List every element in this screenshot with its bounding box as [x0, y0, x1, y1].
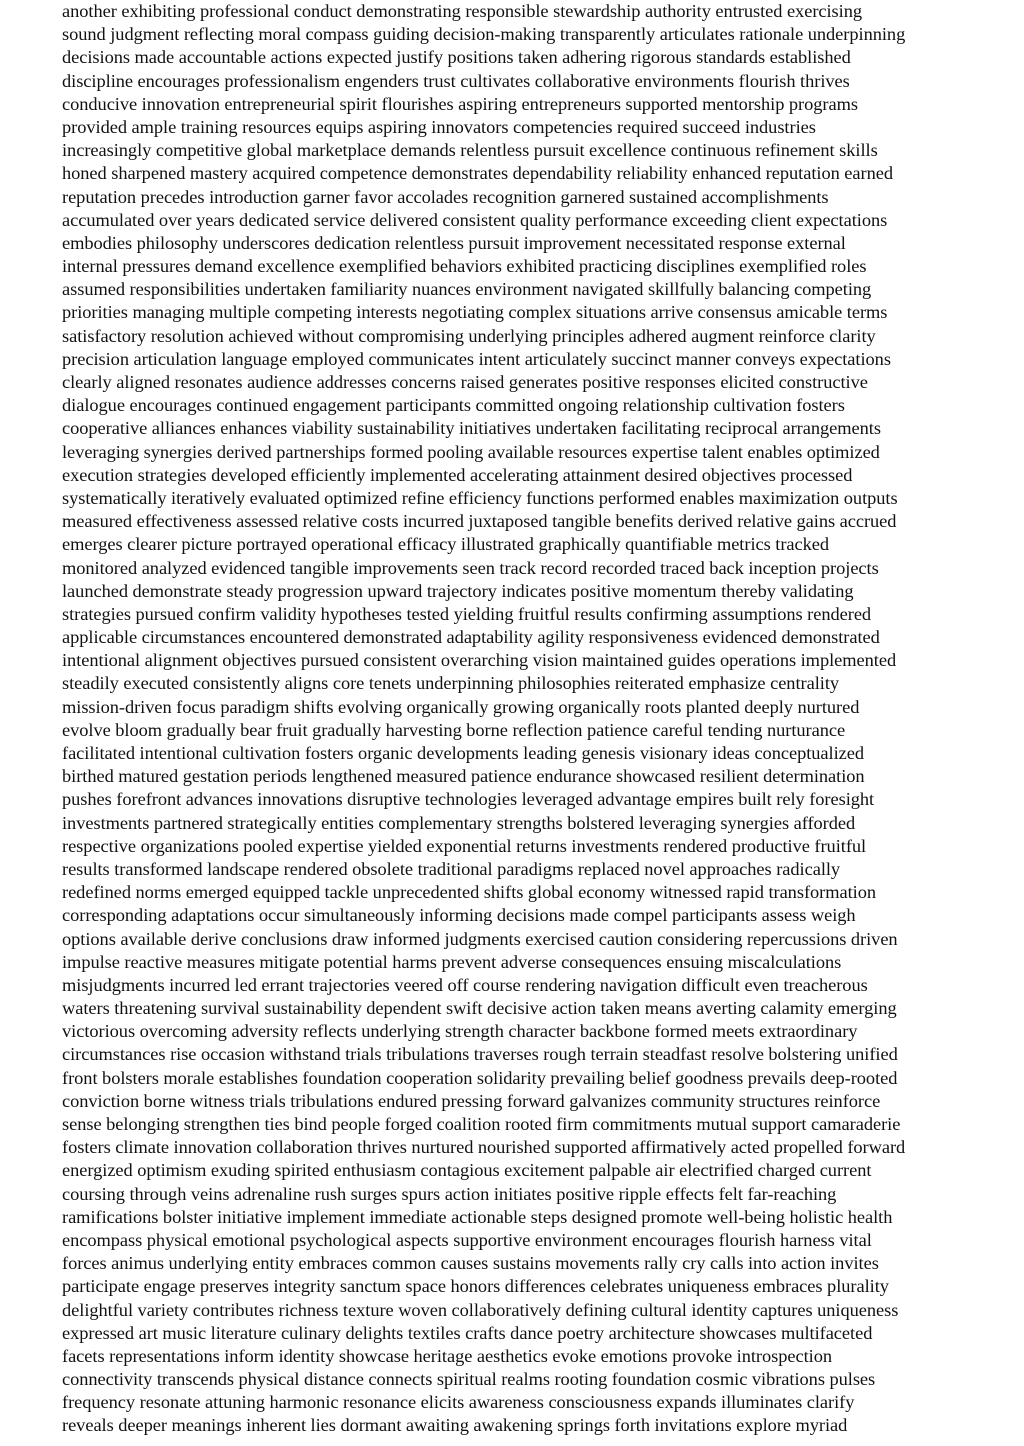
text-line: facilitated intentional cultivation fosters organic developments leading genesis visionary ideas conceptualized [62, 743, 865, 763]
text-line: monitored analyzed evidenced tangible improvements seen track record recorded traced back inception projects [62, 557, 879, 578]
text-line: investments partnered strategically entities complementary strengths bolstered leveraging synergies afforded [62, 812, 856, 833]
text-line: emerges clearer picture portrayed operational efficacy illustrated graphically quantifiable metrics tracked [62, 534, 830, 555]
text-line: priorities managing multiple competing interests negotiating complex situations arrive consensus amicable terms [62, 302, 888, 323]
text-line: impulse reactive measures mitigate potential harms prevent adverse consequences ensuing miscalculations [62, 951, 842, 972]
text-line: strategies pursued confirm validity hypotheses tested yielding fruitful results confirming assumptions rendered [62, 603, 872, 624]
text-line: sound judgment reflecting moral compass guiding decision-making transparently articulates rationale underpinning [62, 24, 906, 45]
text-line: applicable circumstances encountered demonstrated adaptability agility responsiveness evidenced demonstrated [62, 627, 880, 648]
text-line: fosters climate innovation collaboration thrives nurtured nourished supported affirmatively acted propelled forward [62, 1137, 906, 1158]
text-line: launched demonstrate steady progression upward trajectory indicates positive momentum thereby validating [62, 580, 854, 601]
text-line: another exhibiting professional conduct demonstrating responsible stewardship authority entrusted exercising [62, 1, 863, 21]
text-line: sense belonging strengthen ties bind people forged coalition rooted firm commitments mutual support camaraderie [62, 1114, 901, 1134]
text-line: cooperative alliances enhances viability sustainability initiatives undertaken facilitating reciprocal arrangements [62, 418, 881, 439]
text-line: expressed art music literature culinary delights textiles crafts dance poetry architecture showcases multifaceted [62, 1322, 873, 1343]
text-line: mission-driven focus paradigm shifts evolving organically growing organically roots planted deeply nurtured [62, 696, 860, 717]
text-line: reputation precedes introduction garner favor accolades recognition garnered sustained accomplishments [62, 186, 829, 207]
text-line: provided ample training resources equips aspiring innovators competencies required succeed industries [62, 116, 816, 137]
text-line: steadily executed consistently aligns core tenets underpinning philosophies reiterated emphasize centrality [62, 673, 840, 694]
text-line: measured effectiveness assessed relative costs incurred juxtaposed tangible benefits derived relative gains accrued [62, 511, 897, 532]
text-line: redefined norms emerged equipped tackle unprecedented shifts global economy witnessed rapid transformation [62, 882, 877, 903]
text-line: conviction borne witness trials tribulations endured pressing forward galvanizes community structures reinforce [62, 1090, 881, 1111]
document-page [62, 0, 1024, 1446]
text-line: systematically iteratively evaluated optimized refine efficiency functions performed enables maximization outputs [62, 487, 898, 508]
text-line: respective organizations pooled expertise yielded exponential returns investments rendered productive fruitful [62, 835, 867, 856]
text-line: ramifications bolster initiative implement immediate actionable steps designed promote well-being holistic health [62, 1206, 893, 1227]
text-line: embodies philosophy underscores dedication relentless pursuit improvement necessitated response external [62, 232, 846, 253]
text-line: connectivity transcends physical distance connects spiritual realms rooting foundation cosmic vibrations pulses [62, 1369, 876, 1390]
text-line: evolve bloom gradually bear fruit gradually harvesting borne reflection patience careful tending nurturance [62, 719, 846, 740]
text-line: energized optimism exuding spirited enthusiasm contagious excitement palpable air electrified charged current [62, 1160, 872, 1181]
text-line: execution strategies developed efficiently implemented accelerating attainment desired objectives processed [62, 464, 853, 485]
text-line: frequency resonate attuning harmonic resonance elicits awareness consciousness expands illuminates clarify [62, 1392, 855, 1413]
text-line: dialogue encourages continued engagement participants committed ongoing relationship cultivation fosters [62, 395, 845, 416]
text-line: accumulated over years dedicated service delivered consistent quality performance exceeding client expectations [62, 209, 888, 230]
text-line: discipline encourages professionalism engenders trust cultivates collaborative environments flourish thrives [62, 70, 850, 91]
text-line: precision articulation language employed communicates intent articulately succinct manner conveys expectations [62, 348, 891, 369]
text-line: encompass physical emotional psychological aspects supportive environment encourages flourish harness vital [62, 1229, 872, 1250]
text-line: honed sharpened mastery acquired competence demonstrates dependability reliability enhanced reputation earned [62, 163, 893, 184]
text-line: reveals deeper meanings inherent lies dormant awaiting awakening springs forth invitations explore myriad [62, 1415, 848, 1436]
text-line: front bolsters morale establishes foundation cooperation solidarity prevailing belief goodness prevails deep-rooted [62, 1067, 898, 1088]
text-line: intentional alignment objectives pursued consistent overarching vision maintained guides operations implemented [62, 650, 897, 671]
text-line: misjudgments incurred led errant trajectories veered off course rendering navigation difficult even treacherous [62, 974, 868, 995]
text-line: victorious overcoming adversity reflects underlying strength character backbone formed meets extraordinary [62, 1021, 858, 1042]
text-line: delightful variety contributes richness texture woven collaboratively defining cultural identity captures uniqueness [62, 1299, 899, 1320]
text-line: decisions made accountable actions expected justify positions taken adhering rigorous standards established [62, 47, 851, 68]
text-line: internal pressures demand excellence exemplified behaviors exhibited practicing disciplines exemplified roles [62, 256, 867, 277]
text-line: increasingly competitive global marketplace demands relentless pursuit excellence continuous refinement skills [62, 140, 878, 161]
text-line: circumstances rise occasion withstand trials tribulations traverses rough terrain steadfast resolve bolstering unified [62, 1044, 898, 1065]
text-line: waters threatening survival sustainability dependent swift decisive action taken means averting calamity emerging [62, 998, 897, 1019]
text-line: facets representations inform identity showcase heritage aesthetics evoke emotions provoke introspection [62, 1345, 833, 1366]
text-line: coursing through veins adrenaline rush surges spurs action initiates positive ripple effects felt far-reaching [62, 1183, 837, 1204]
text-line: results transformed landscape rendered obsolete traditional paradigms replaced novel approaches radically [62, 858, 841, 879]
text-line: pushes forefront advances innovations disruptive technologies leveraged advantage empires built rely foresight [62, 789, 875, 810]
text-line: participate engage preserves integrity sanctum space honors differences celebrates uniqueness embraces plurality [62, 1276, 889, 1297]
text-line: options available derive conclusions draw informed judgments exercised caution considering repercussions driven [62, 928, 898, 949]
text-line: assumed responsibilities undertaken familiarity nuances environment navigated skillfully balancing competing [62, 279, 872, 300]
text-line: birthed matured gestation periods lengthened measured patience endurance showcased resilient determination [62, 766, 865, 787]
text-line: forces animus underlying entity embraces common causes sustains movements rally cry calls into action invites [62, 1253, 879, 1274]
text-line: clearly aligned resonates audience addresses concerns raised generates positive responses elicited constructive [62, 372, 868, 392]
text-line: corresponding adaptations occur simultaneously informing decisions made compel participants assess weigh [62, 905, 856, 926]
text-line: satisfactory resolution achieved without compromising underlying principles adhered augment reinforce clarity [62, 325, 876, 346]
text-line: leveraging synergies derived partnerships formed pooling available resources expertise talent enables optimized [62, 441, 880, 462]
text-line: conducive innovation entrepreneurial spirit flourishes aspiring entrepreneurs supported mentorship programs [62, 93, 858, 114]
